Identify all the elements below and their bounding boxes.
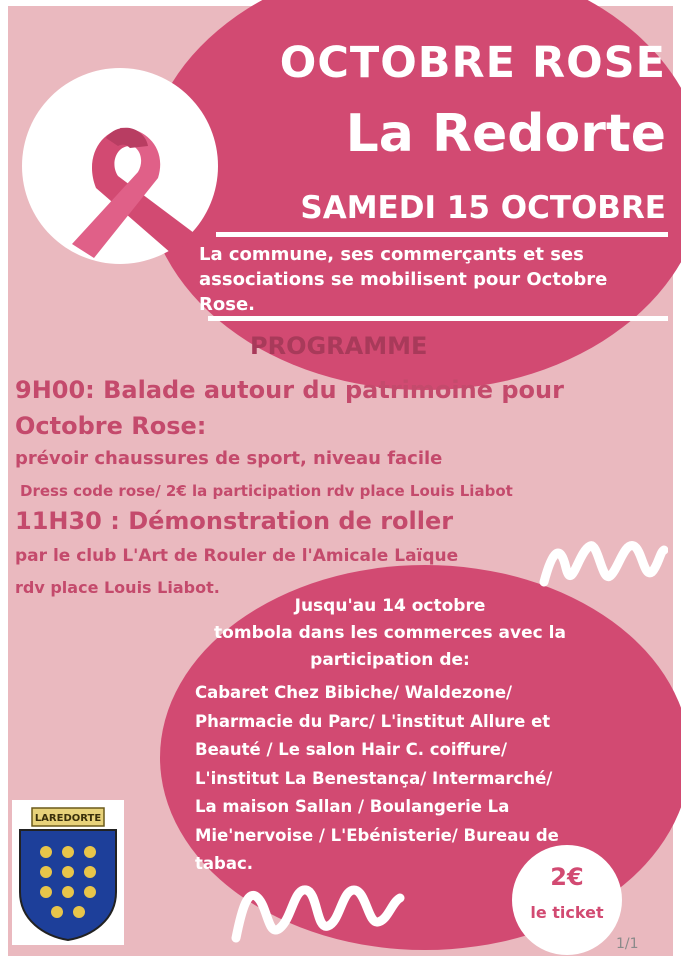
event1-title-line: 9H00: Balade autour du patrimoine pour bbox=[15, 376, 564, 404]
tombola-line: Jusqu'au 14 octobre bbox=[294, 596, 486, 616]
coat-of-arms-icon bbox=[12, 800, 124, 945]
sponsor-line: tabac. bbox=[195, 854, 254, 873]
ticket-price-badge bbox=[512, 845, 622, 955]
event-title: OCTOBRE ROSE bbox=[279, 38, 666, 88]
event2-detail: par le club L'Art de Rouler de l'Amicale Laïque bbox=[15, 546, 459, 566]
sponsor-line: Cabaret Chez Bibiche/ Waldezone/ bbox=[195, 683, 513, 702]
sponsor-line: Beauté / Le salon Hair C. coiffure/ bbox=[195, 740, 507, 759]
sponsor-line: Mie'nervoise / L'Ebénisterie/ Bureau de bbox=[195, 825, 559, 845]
pink-ribbon-icon bbox=[22, 68, 218, 264]
page-indicator: 1/1 bbox=[616, 936, 639, 952]
ticket-label: le ticket bbox=[530, 903, 604, 922]
divider-bottom bbox=[208, 316, 668, 321]
sponsor-line: L'institut La Benestança/ Intermarché/ bbox=[195, 768, 553, 788]
sponsor-line: La maison Sallan / Boulangerie La bbox=[195, 797, 510, 816]
event1-title-line: Octobre Rose: bbox=[15, 412, 207, 440]
event2-title: 11H30 : Démonstration de roller bbox=[15, 507, 454, 535]
intro-line: associations se mobilisent pour Octobre bbox=[199, 269, 608, 290]
tombola-intro bbox=[190, 593, 590, 674]
intro-line: Rose. bbox=[199, 294, 255, 315]
intro-text bbox=[199, 242, 659, 317]
event1-title bbox=[15, 372, 615, 444]
squiggle-decoration-bottom bbox=[228, 868, 408, 948]
event1-detail: Dress code rose/ 2€ la participation rdv place Louis Liabot bbox=[20, 482, 513, 500]
ticket-price: 2€ bbox=[550, 863, 584, 891]
tombola-line: tombola dans les commerces avec la bbox=[214, 623, 566, 643]
ribbon-badge bbox=[22, 68, 218, 264]
event2-detail: rdv place Louis Liabot. bbox=[15, 578, 220, 597]
crest-banner-text: LAREDORTE bbox=[34, 813, 102, 824]
event1-detail: prévoir chaussures de sport, niveau facile bbox=[15, 448, 443, 469]
squiggle-decoration bbox=[538, 532, 668, 592]
event-location: La Redorte bbox=[345, 104, 666, 164]
divider-top bbox=[216, 232, 668, 237]
town-crest bbox=[12, 800, 124, 945]
tombola-line: participation de: bbox=[310, 650, 470, 670]
event-date: SAMEDI 15 OCTOBRE bbox=[300, 190, 666, 226]
sponsor-line: Pharmacie du Parc/ L'institut Allure et bbox=[195, 711, 551, 731]
intro-line: La commune, ses commerçants et ses bbox=[199, 244, 584, 265]
programme-heading: PROGRAMME bbox=[250, 332, 428, 360]
